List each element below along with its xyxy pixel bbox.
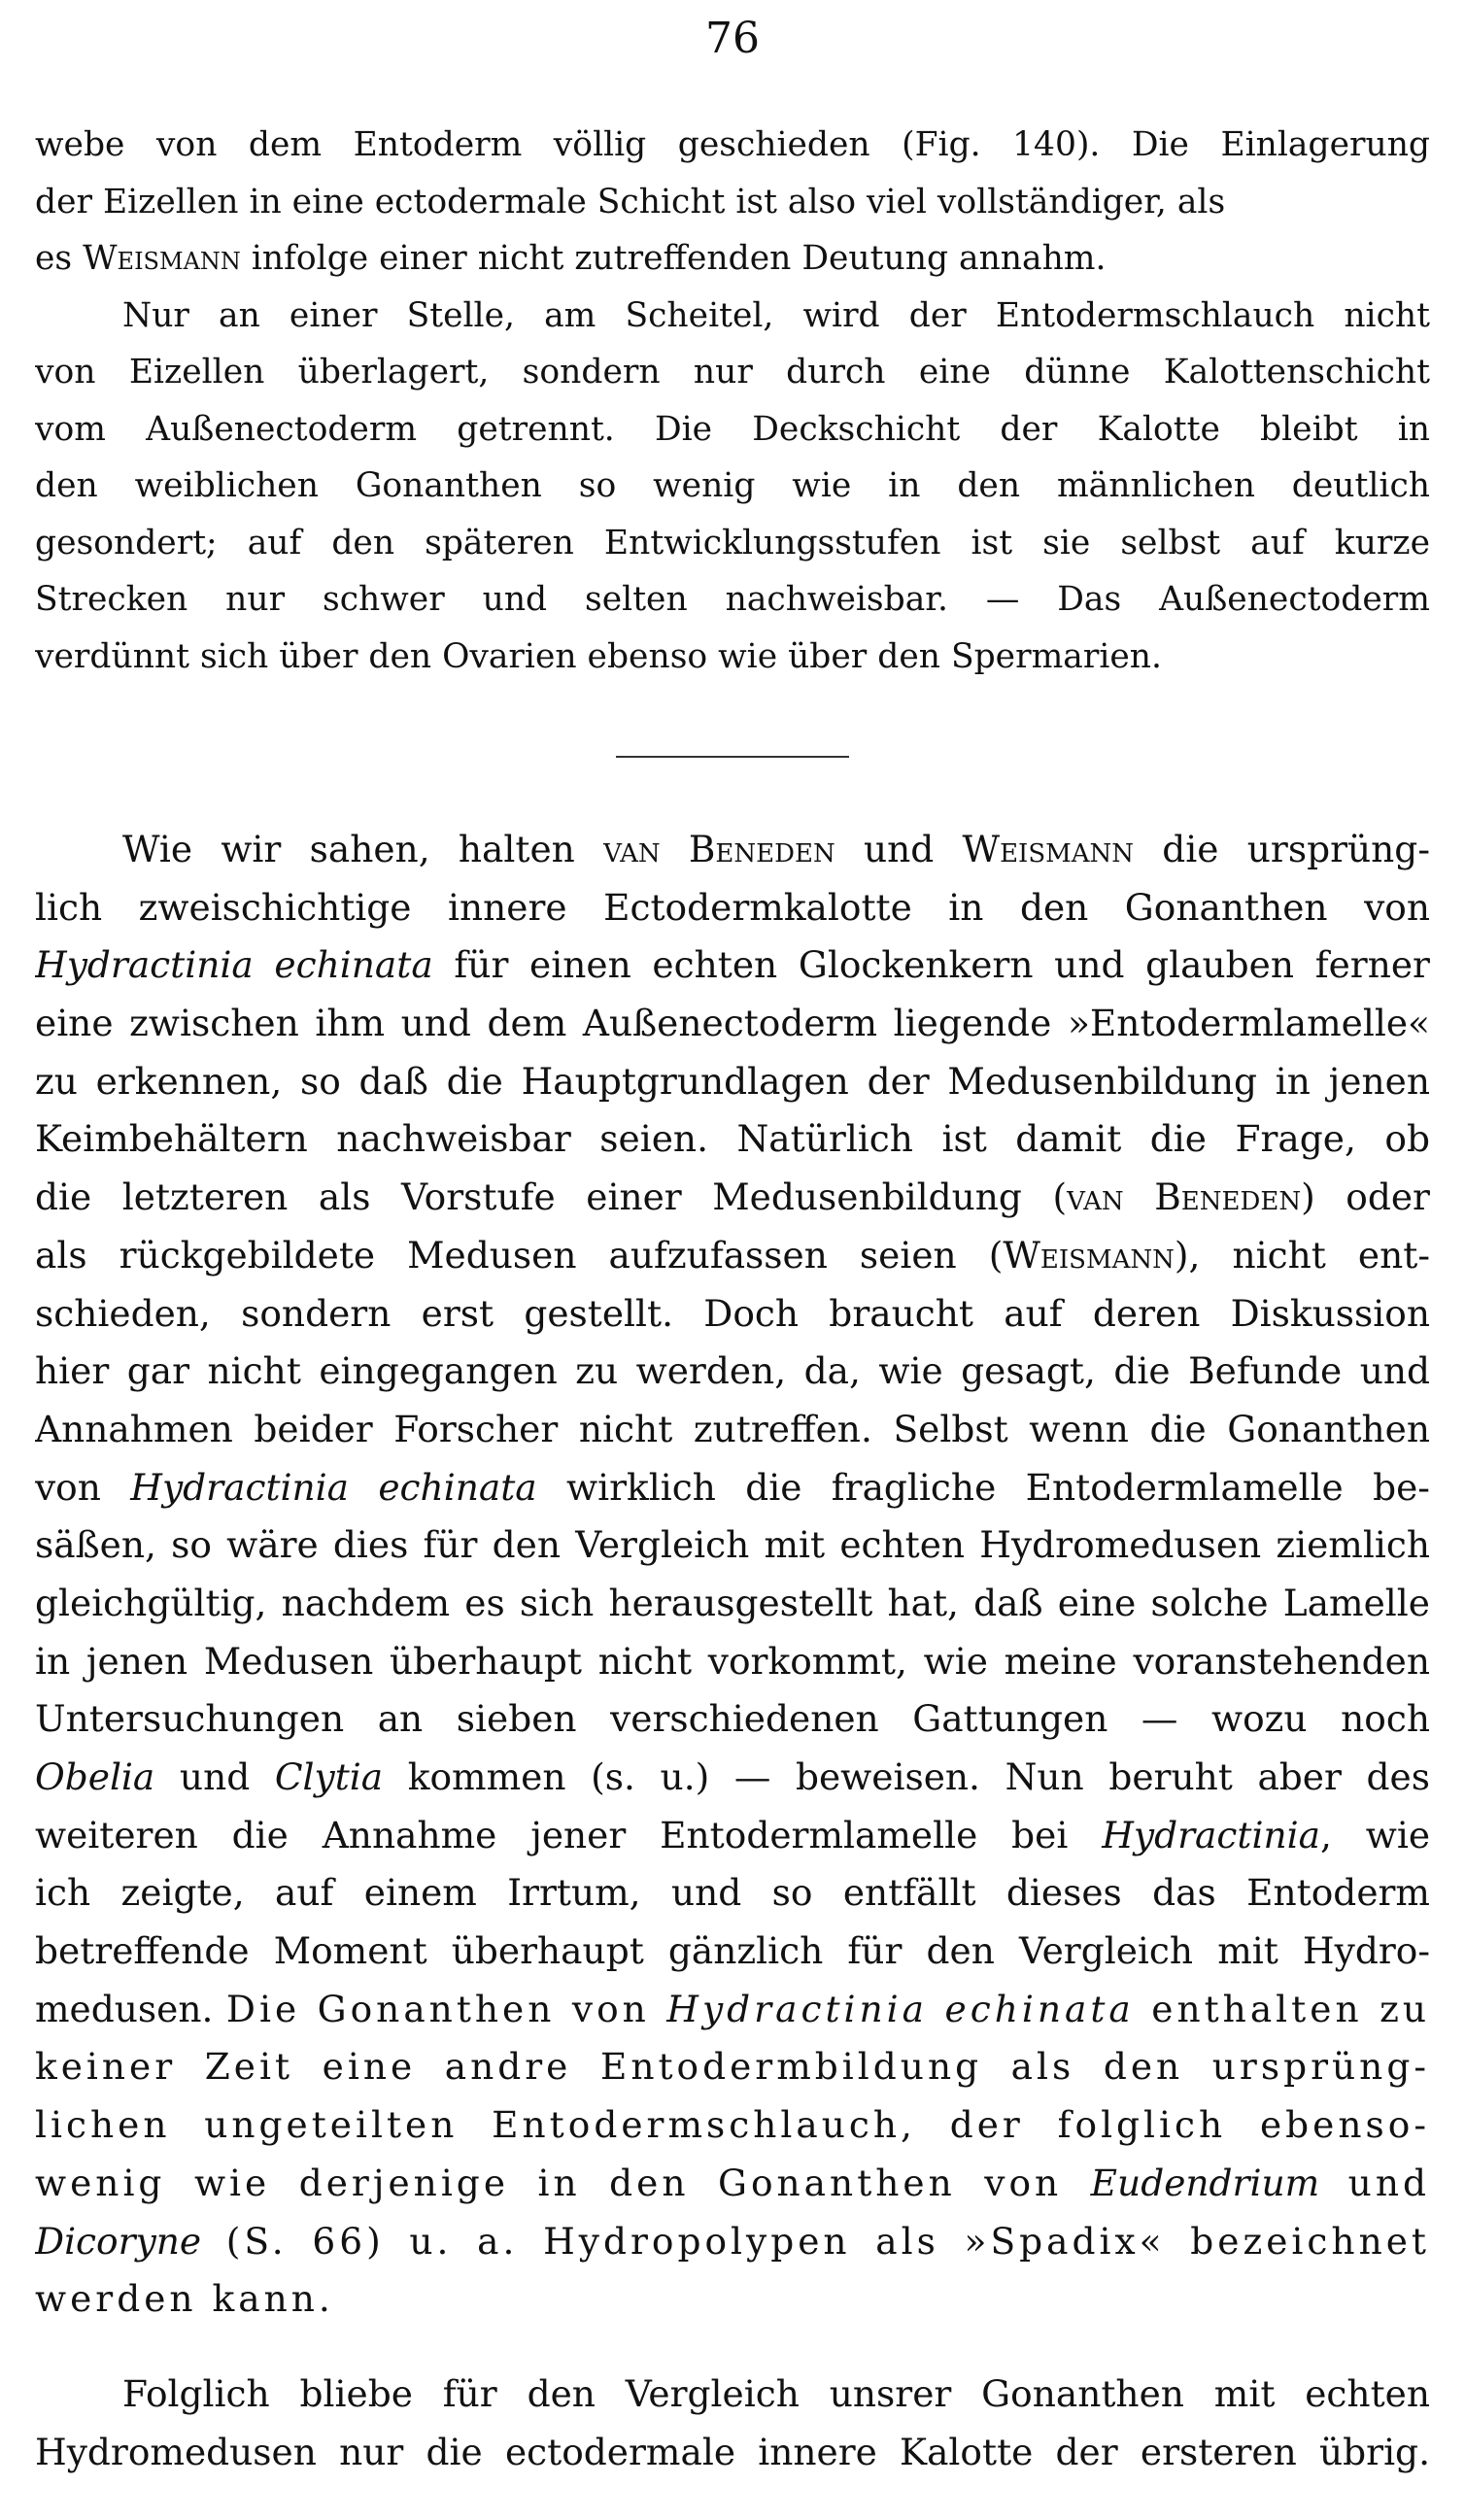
text-line: Annahmen beider Forscher nicht zutreffen. Selbst wenn die Gonanthen [35, 1407, 1430, 1450]
text-line: webe von dem Entoderm völlig geschieden (Fig. 140). Die Einlagerung [35, 125, 1430, 164]
emphasized-text: Die Gonanthen von [225, 1987, 667, 2030]
text-line: schieden, sondern erst gestellt. Doch braucht auf deren Diskussion [35, 1291, 1430, 1335]
text-line: medusen. Die Gonanthen von Hydractinia echinata enthalten zu [35, 1987, 1430, 2030]
text-line: Hydractinia echinata für einen echten Glockenkern und glauben ferner [35, 943, 1430, 987]
text-line: ich zeigte, auf einem Irrtum, und so entfällt dieses das Entoderm [35, 1871, 1430, 1915]
author-name: van Beneden [1067, 1175, 1302, 1219]
text-line: werden kann. [35, 2277, 334, 2321]
text-line: in jenen Medusen überhaupt nicht vorkommt, wie meine voranstehenden [35, 1639, 1430, 1683]
text-line: Obelia und Clytia kommen (s. u.) — beweisen. Nun beruht aber des [35, 1755, 1430, 1798]
text-line: als rückgebildete Medusen aufzufassen seien (Weismann), nicht ent- [35, 1233, 1430, 1277]
text-line: Dicoryne (S. 66) u. a. Hydropolypen als »Spadix« bezeichnet [35, 2219, 1430, 2263]
taxon-name: Dicoryne [35, 2219, 202, 2263]
section-divider [616, 756, 849, 758]
taxon-name: Clytia [274, 1755, 384, 1798]
taxon-name: Hydractinia echinata [35, 943, 433, 987]
taxon-name: Hydractinia echinata [130, 1465, 537, 1509]
text-line: keiner Zeit eine andre Entodermbildung als den ursprüng- [35, 2045, 1430, 2089]
text-line: säßen, so wäre dies für den Vergleich mit echten Hydromedusen ziemlich [35, 1523, 1430, 1567]
text-line: den weiblichen Gonanthen so wenig wie in den männlichen deutlich [35, 466, 1430, 505]
text-line: die letzteren als Vorstufe einer Medusenbildung (van Beneden) oder [35, 1175, 1430, 1219]
text-line: es Weismann infolge einer nicht zutreffenden Deutung annahm. [35, 239, 1107, 278]
taxon-name: Obelia [35, 1755, 155, 1798]
text-line: Folglich bliebe für den Vergleich unsrer Gonanthen mit echten [122, 2372, 1430, 2415]
author-name: Weismann [83, 239, 241, 278]
text-line: Strecken nur schwer und selten nachweisbar. — Das Außenectoderm [35, 580, 1430, 619]
text-line: von Eizellen überlagert, sondern nur durch eine dünne Kalottenschicht [35, 353, 1430, 392]
text-line: wenig wie derjenige in den Gonanthen von Eudendrium und [35, 2161, 1430, 2204]
text-block-top [35, 117, 1430, 685]
text-line: gleichgültig, nachdem es sich herausgestellt hat, daß eine solche Lamelle [35, 1581, 1430, 1624]
page-number: 76 [705, 14, 760, 63]
text-block-main [35, 821, 1430, 2329]
text-line: Keimbehältern nachweisbar seien. Natürlich ist damit die Frage, ob [35, 1117, 1430, 1161]
text-line: verdünnt sich über den Ovarien ebenso wie über den Spermarien. [35, 636, 1162, 676]
taxon-name: Eudendrium [1090, 2161, 1320, 2204]
text-line: Untersuchungen an sieben verschiedenen Gattungen — wozu noch [35, 1697, 1430, 1741]
text-line: lichen ungeteilten Entodermschlauch, der folglich ebenso- [35, 2103, 1430, 2147]
text-line: Nur an einer Stelle, am Scheitel, wird der Entodermschlauch nicht [122, 295, 1430, 335]
text-line: vom Außenectoderm getrennt. Die Deckschicht der Kalotte bleibt in [35, 409, 1430, 449]
text-line: weiteren die Annahme jener Entodermlamelle bei Hydractinia, wie [35, 1813, 1430, 1856]
taxon-name: Hydractinia echinata [666, 1987, 1135, 2030]
text-line: hier gar nicht eingegangen zu werden, da, wie gesagt, die Befunde und [35, 1349, 1430, 1393]
text-line: von Hydractinia echinata wirklich die fragliche Entodermlamelle be- [35, 1465, 1430, 1509]
text-line: der Eizellen in eine ectodermale Schicht ist also viel vollständiger, als [35, 182, 1226, 221]
taxon-name: Hydractinia [1102, 1813, 1320, 1856]
text-line: Hydromedusen nur die ectodermale innere Kalotte der ersteren übrig. [35, 2430, 1430, 2473]
text-line: zu erkennen, so daß die Hauptgrundlagen der Medusenbildung in jenen [35, 1059, 1430, 1103]
text-line: gesondert; auf den späteren Entwicklungsstufen ist sie selbst auf kurze [35, 523, 1430, 562]
text-line: betreffende Moment überhaupt gänzlich für den Vergleich mit Hydro- [35, 1929, 1430, 1973]
text-line: eine zwischen ihm und dem Außenectoderm liegende »Entodermlamelle« [35, 1002, 1430, 1045]
text-line: Wie wir sahen, halten van Beneden und Weismann die ursprüng- [122, 828, 1430, 870]
author-name: Weismann [962, 828, 1135, 870]
emphasized-text: enthalten zu [1134, 1987, 1430, 2030]
author-name: Weismann [1003, 1233, 1175, 1277]
author-name: van Beneden [603, 828, 835, 870]
text-block-bottom [35, 2366, 1430, 2481]
text-line: lich zweischichtige innere Ectodermkalotte in den Gonanthen von [35, 885, 1430, 929]
